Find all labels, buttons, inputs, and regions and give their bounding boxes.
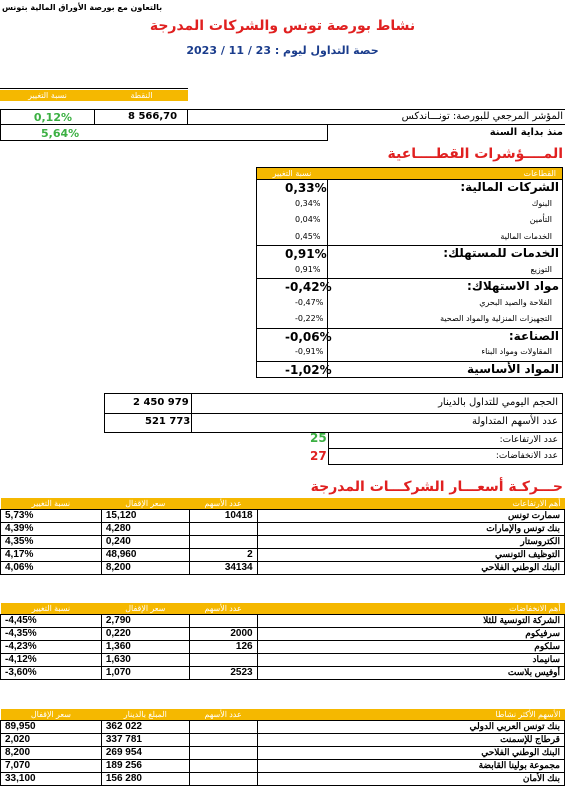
sectors-table — [256, 167, 563, 378]
sector-change: -0,47% — [295, 297, 324, 307]
active-price: 33,100 — [1, 772, 102, 785]
active-price: 89,950 — [1, 720, 102, 733]
partner-note: بالتعاون مع بورصة الأوراق المالية بتونس — [2, 3, 163, 12]
sector-row-sub — [257, 196, 562, 213]
active-shares — [189, 772, 257, 785]
index-name: المؤشر المرجعي للبورصة: تونـــاندكس — [401, 111, 563, 122]
active-header-2: المبلغ بالدينار — [101, 709, 189, 720]
volume-value: 2 450 979 — [133, 397, 189, 408]
active-name: مجموعة بولينا القابضة — [257, 759, 564, 772]
losers-header-1: عدد الأسهم — [189, 603, 257, 614]
gainers-shares: 34134 — [189, 561, 257, 574]
active-amount: 362 022 — [101, 720, 189, 733]
active-price: 7,070 — [1, 759, 102, 772]
losers-change: -4,12% — [1, 653, 102, 666]
gainers-price: 4,280 — [101, 522, 189, 535]
active-row — [1, 772, 565, 785]
volume-table — [104, 393, 563, 433]
gainers-name: بنك تونس والإمارات — [257, 522, 564, 535]
gainers-price: 0,240 — [101, 535, 189, 548]
index-col-point: النقطة — [95, 90, 188, 101]
index-value: 8 566,70 — [128, 111, 178, 122]
sector-change: 0,45% — [295, 231, 321, 241]
gainers-row — [1, 522, 565, 535]
active-header-1: عدد الأسهم — [189, 709, 257, 720]
losers-price: 2,790 — [101, 614, 189, 627]
active-table — [0, 709, 565, 786]
losers-price: 1,630 — [101, 653, 189, 666]
sectors-title: المــــؤشرات القطــــاعية — [387, 146, 563, 162]
gainers-shares — [189, 535, 257, 548]
sector-name: مواد الاستهلاك: — [467, 279, 559, 293]
losers-row — [1, 627, 565, 640]
counts-box — [328, 432, 563, 465]
active-row — [1, 720, 565, 733]
sector-change: 0,91% — [295, 264, 321, 274]
losers-name: أوفيس بلاست — [257, 666, 564, 679]
sector-row-main — [257, 278, 562, 295]
active-header-3: سعر الإقفال — [1, 709, 102, 720]
gainers-header-1: عدد الأسهم — [189, 498, 257, 509]
gainers-name: سمارت تونس — [257, 509, 564, 522]
losers-table — [0, 603, 565, 680]
sectors-col-change: نسبة التغيير — [257, 168, 327, 179]
volume-label: الحجم اليومي للتداول بالدينار — [438, 397, 558, 408]
sector-row-main — [257, 328, 562, 345]
sector-change: 0,91% — [285, 247, 327, 261]
losers-header-2: سعر الإقفال — [101, 603, 189, 614]
sector-name: التأمين — [529, 215, 552, 224]
index-col-change: نسبة التغيير — [0, 90, 95, 101]
losers-count: 27 — [310, 449, 327, 463]
losers-row — [1, 640, 565, 653]
losers-name: سانيماد — [257, 653, 564, 666]
sector-row-sub — [257, 262, 562, 279]
active-amount: 337 781 — [101, 733, 189, 746]
sector-row-main — [257, 361, 562, 378]
losers-name: سرفيكوم — [257, 627, 564, 640]
active-row — [1, 733, 565, 746]
sector-change: 0,34% — [295, 198, 321, 208]
sector-row-sub — [257, 344, 562, 361]
shares-value: 521 773 — [145, 416, 191, 427]
losers-header-0: أهم الانخفاضات — [257, 603, 564, 614]
active-price: 2,020 — [1, 733, 102, 746]
sector-change: -1,02% — [285, 362, 332, 377]
losers-shares: 2523 — [189, 666, 257, 679]
sector-name: الخدمات للمستهلك: — [443, 246, 559, 260]
losers-change: -4,35% — [1, 627, 102, 640]
gainers-row — [1, 509, 565, 522]
sector-row-main — [257, 245, 562, 262]
sector-change: -0,42% — [285, 280, 332, 294]
movements-title: حـــركـة أسعـــار الشركـــات المدرجة — [310, 479, 563, 495]
losers-row — [1, 666, 565, 679]
sector-name: الفلاحة والصيد البحري — [479, 297, 552, 307]
gainers-name: التوظيف التونسي — [257, 548, 564, 561]
active-amount: 269 954 — [101, 746, 189, 759]
ytd-label: منذ بداية السنة — [489, 127, 563, 138]
gainers-price: 48,960 — [101, 548, 189, 561]
sector-change: 0,33% — [285, 181, 327, 195]
gainers-count: 25 — [310, 431, 327, 445]
gainers-change: 5,73% — [1, 509, 102, 522]
active-header-0: الأسهم الأكثر نشاطا — [257, 709, 564, 720]
active-name: البنك الوطني الفلاحي — [257, 746, 564, 759]
losers-shares — [189, 653, 257, 666]
losers-header-3: نسبة التغيير — [1, 603, 102, 614]
active-price: 8,200 — [1, 746, 102, 759]
gainers-price: 8,200 — [101, 561, 189, 574]
sector-change: -0,06% — [285, 329, 332, 344]
sector-row-sub — [257, 295, 562, 312]
sector-name: المواد الأساسية — [467, 361, 559, 376]
ytd-change: 5,64% — [41, 127, 80, 140]
losers-change: -3,60% — [1, 666, 102, 679]
losers-shares: 126 — [189, 640, 257, 653]
losers-row — [1, 614, 565, 627]
losers-price: 1,360 — [101, 640, 189, 653]
active-amount: 189 256 — [101, 759, 189, 772]
active-shares — [189, 746, 257, 759]
sector-change: -0,22% — [295, 314, 324, 323]
gainers-row — [1, 548, 565, 561]
page-title: نشاط بورصة تونس والشركات المدرجة — [149, 18, 416, 34]
gainers-name: الكتروستار — [257, 535, 564, 548]
losers-name: سلكوم — [257, 640, 564, 653]
sector-name: البنوك — [531, 198, 552, 208]
sector-name: التجهيزات المنزلية والمواد الصحية — [440, 314, 552, 323]
gainers-shares: 2 — [189, 548, 257, 561]
losers-row — [1, 653, 565, 666]
sector-change: 0,04% — [295, 215, 321, 224]
sector-name: الصناعة: — [508, 328, 559, 343]
gainers-table — [0, 498, 565, 575]
gainers-change: 4,39% — [1, 522, 102, 535]
gainers-header-0: أهم الارتفاعات — [257, 498, 564, 509]
gainers-change: 4,06% — [1, 561, 102, 574]
sector-row-sub — [257, 229, 562, 246]
index-name-box — [187, 109, 565, 125]
active-name: بنك الأمان — [257, 772, 564, 785]
gainers-row — [1, 535, 565, 548]
active-shares — [189, 720, 257, 733]
sector-name: التوزيع — [530, 264, 552, 274]
losers-shares — [189, 614, 257, 627]
gainers-price: 15,120 — [101, 509, 189, 522]
sector-row-sub — [257, 311, 562, 328]
session-date: حصة التداول ليوم : 23 / 11 / 2023 — [186, 44, 379, 57]
sector-name: الخدمات المالية — [500, 231, 552, 241]
gainers-header-3: نسبة التغيير — [1, 498, 102, 509]
gainers-header-2: سعر الإقفال — [101, 498, 189, 509]
losers-change: -4,23% — [1, 640, 102, 653]
gainers-shares — [189, 522, 257, 535]
sectors-col-sectors: القطاعات — [327, 168, 562, 179]
losers-shares: 2000 — [189, 627, 257, 640]
index-top-border — [0, 88, 188, 89]
losers-change: -4,45% — [1, 614, 102, 627]
ytd-change-box — [0, 124, 328, 141]
index-change-box — [0, 109, 95, 125]
index-value-box — [94, 109, 188, 125]
active-row — [1, 746, 565, 759]
sector-row-sub — [257, 212, 562, 229]
losers-price: 0,220 — [101, 627, 189, 640]
index-change: 0,12% — [33, 111, 72, 124]
shares-label: عدد الأسهم المتداولة — [471, 416, 558, 427]
active-shares — [189, 733, 257, 746]
gainers-name: البنك الوطني الفلاحي — [257, 561, 564, 574]
gainers-change: 4,17% — [1, 548, 102, 561]
sector-change: -0,91% — [295, 347, 324, 356]
active-shares — [189, 759, 257, 772]
active-row — [1, 759, 565, 772]
gainers-label: عدد الارتفاعات: — [499, 435, 558, 445]
active-amount: 156 280 — [101, 772, 189, 785]
losers-name: الشركة التونسية للثلا — [257, 614, 564, 627]
gainers-shares: 10418 — [189, 509, 257, 522]
gainers-row — [1, 561, 565, 574]
losers-price: 1,070 — [101, 666, 189, 679]
sector-row-main — [257, 179, 562, 196]
losers-label: عدد الانخفاضات: — [495, 451, 558, 461]
active-name: قرطاج للإسمنت — [257, 733, 564, 746]
sector-name: المقاولات ومواد البناء — [481, 347, 552, 356]
gainers-change: 4,35% — [1, 535, 102, 548]
sector-name: الشركات المالية: — [460, 180, 559, 194]
active-name: بنك تونس العربي الدولي — [257, 720, 564, 733]
